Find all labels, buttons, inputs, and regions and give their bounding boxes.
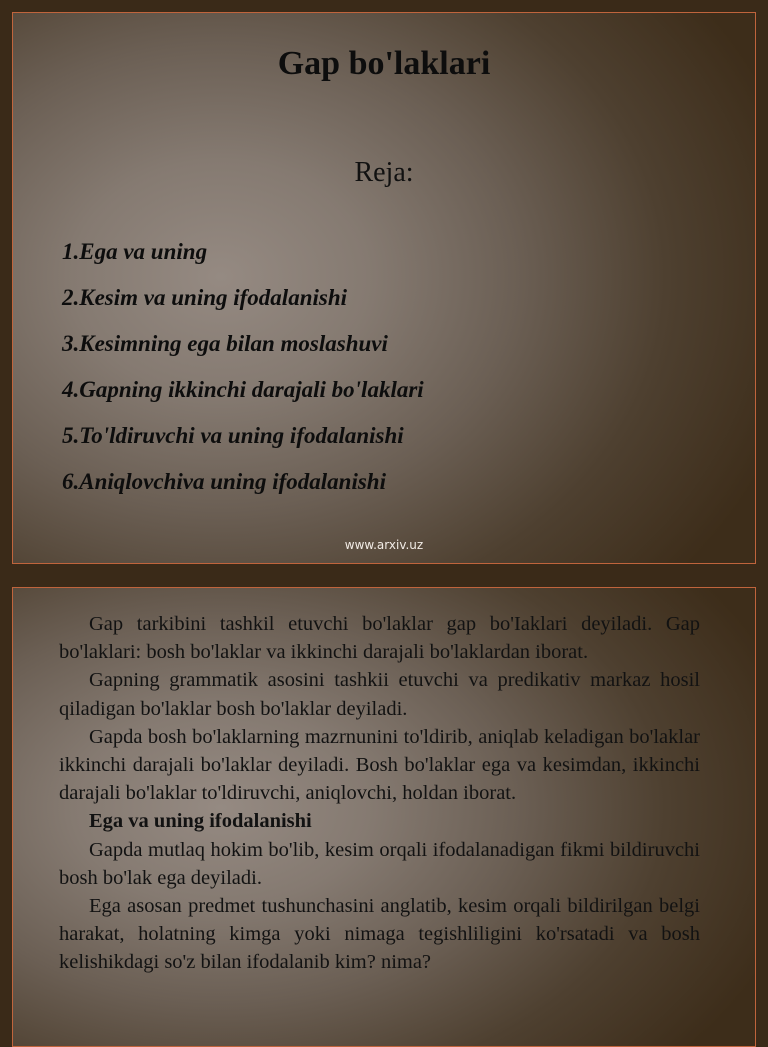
- section-heading: Ega va uning ifodalanishi: [89, 810, 312, 833]
- plan-list: [62, 235, 424, 511]
- slide-body: [59, 610, 700, 977]
- paragraph: Gapda bosh bo'laklarning mazrnunini to'ldirib, aniqlab keladigan bo'laklar ikkinchi darajali bo'laklar deyiladi. Bosh bo'laklar ega va kesimdan, ikkinchi darajali bo'laklar to'ldiruvchi, aniqlovchi, holdan iborat.: [59, 725, 700, 805]
- slide-1: [12, 12, 756, 564]
- paragraph: Gap tarkibini tashkil etuvchi bo'laklar gap bo'Iaklari deyiladi. Gap bo'laklari: bosh bo'laklar va ikkinchi darajali bo'laklardan iborat.: [59, 613, 700, 664]
- plan-item: 1.Ega va uning: [62, 239, 208, 264]
- paragraph: Gapning grammatik asosini tashkii etuvchi va predikativ markaz hosil qiladigan bo'laklar bosh bo'laklar deyiladi.: [59, 669, 700, 720]
- plan-item: 5.To'ldiruvchi va uning ifodalanishi: [62, 423, 404, 448]
- slide-title: Gap bo'laklari: [277, 45, 491, 82]
- plan-item: 6.Aniqlovchiva uning ifodalanishi: [62, 469, 386, 494]
- paragraph: Gapda mutlaq hokim bo'lib, kesim orqali ifodalanadigan fikmi bildiruvchi bosh bo'lak ega deyiladi.: [59, 838, 700, 889]
- watermark-link[interactable]: www.arxiv.uz: [344, 538, 424, 552]
- plan-heading: Reja:: [354, 157, 414, 188]
- paragraph: Ega asosan predmet tushunchasini anglatib, kesim orqali bildirilgan belgi harakat, holatning kimga yoki nimaga tegishliligini ko'rsatadi va bosh kelishikdagi so'z bilan ifodalanib kim? nima?: [59, 895, 700, 974]
- plan-item: 3.Kesimning ega bilan moslashuvi: [62, 331, 388, 356]
- plan-item: 4.Gapning ikkinchi darajali bo'laklari: [62, 377, 424, 402]
- plan-item: 2.Kesim va uning ifodalanishi: [62, 285, 348, 310]
- slide-2: [12, 587, 756, 1047]
